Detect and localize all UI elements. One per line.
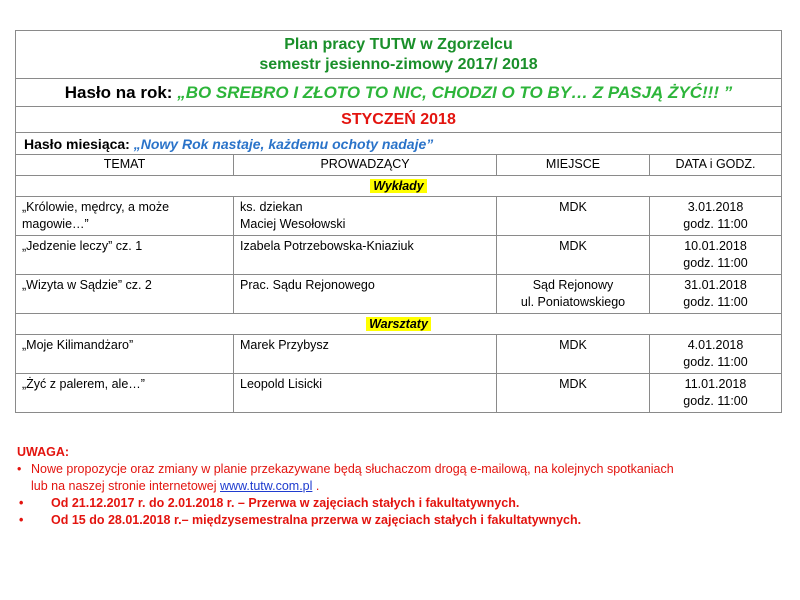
note-item-changes: • Nowe propozycje oraz zmiany w planie przekazywane będą słuchaczom drogą e-mailową, na kolejnych spotkaniach lub na naszej stronie internetowej www.tutw.com.pl . — [17, 462, 674, 493]
section-label-workshops: Warsztaty — [366, 317, 431, 331]
title-block — [16, 31, 781, 79]
plan-title: Plan pracy TUTW w Zgorzelcu — [284, 36, 513, 53]
column-header-date: DATA i GODZ. — [650, 155, 782, 176]
plan-sheet — [15, 30, 782, 413]
note-item-break — [17, 495, 787, 512]
section-row-workshops — [16, 314, 781, 335]
schedule-table — [16, 155, 781, 412]
table-row — [16, 197, 781, 236]
note-text: Od 21.12.2017 r. do 2.01.2018 r. – Przerwa w zajęciach stałych i fakultatywnych. — [51, 496, 520, 510]
section-row-lectures — [16, 176, 781, 197]
note-text: Nowe propozycje oraz zmiany w planie przekazywane będą słuchaczom drogą e-mailową, na kolejnych spotkaniach — [31, 462, 674, 476]
bullet-icon: • — [19, 496, 24, 510]
year-motto-label: Hasło na rok — [64, 83, 167, 102]
year-motto-colon: : — [166, 83, 178, 102]
date-cell: 10.01.2018 godz. 11:00 — [650, 236, 782, 275]
date-cell: 4.01.2018 godz. 11:00 — [650, 335, 782, 374]
lead-cell: Prac. Sądu Rejonowego — [234, 275, 497, 314]
topic-cell: „Wizyta w Sądzie” cz. 2 — [16, 275, 234, 314]
month-motto-colon: : — [125, 136, 134, 152]
column-header-topic: TEMAT — [16, 155, 234, 176]
note-text: lub na naszej stronie internetowej — [31, 479, 221, 493]
place-cell: MDK — [497, 335, 650, 374]
bullet-icon: • — [17, 462, 22, 476]
note-item-semester-break — [17, 512, 787, 529]
year-motto-text: „BO SREBRO I ZŁOTO TO NIC, CHODZI O TO BY… Z PASJĄ ŻYĆ!!! ” — [177, 83, 733, 102]
table-header-row — [16, 155, 781, 176]
notes-section — [17, 444, 787, 529]
table-row — [16, 335, 781, 374]
lead-cell: Izabela Potrzebowska-Kniaziuk — [234, 236, 497, 275]
place-cell: MDK — [497, 374, 650, 413]
month-heading: STYCZEŃ 2018 — [16, 107, 781, 133]
column-header-place: MIEJSCE — [497, 155, 650, 176]
section-label-lectures: Wykłady — [370, 179, 427, 193]
topic-cell: „Moje Kilimandżaro” — [16, 335, 234, 374]
topic-cell: „Żyć z palerem, ale…” — [16, 374, 234, 413]
month-motto-text: „Nowy Rok nastaje, każdemu ochoty nadaje” — [133, 136, 434, 152]
notes-heading: UWAGA: — [17, 445, 70, 459]
table-row — [16, 236, 781, 275]
date-cell: 11.01.2018 godz. 11:00 — [650, 374, 782, 413]
table-row — [16, 275, 781, 314]
table-row — [16, 374, 781, 413]
year-motto-row — [16, 79, 781, 107]
website-link[interactable]: www.tutw.com.pl — [220, 479, 313, 493]
lead-cell: ks. dziekan Maciej Wesołowski — [234, 197, 497, 236]
place-cell: Sąd Rejonowy ul. Poniatowskiego — [497, 275, 650, 314]
column-header-lead: PROWADZĄCY — [234, 155, 497, 176]
note-text: Od 15 do 28.01.2018 r.– międzysemestralna przerwa w zajęciach stałych i fakultatywnych. — [51, 513, 582, 527]
lead-cell: Marek Przybysz — [234, 335, 497, 374]
topic-cell: „Jedzenie leczy” cz. 1 — [16, 236, 234, 275]
date-cell: 3.01.2018 godz. 11:00 — [650, 197, 782, 236]
bullet-icon: • — [19, 513, 24, 527]
month-motto-row — [16, 133, 781, 155]
place-cell: MDK — [497, 236, 650, 275]
place-cell: MDK — [497, 197, 650, 236]
semester-title: semestr jesienno-zimowy 2017/ 2018 — [259, 56, 538, 73]
topic-cell: „Królowie, mędrcy, a może magowie…” — [16, 197, 234, 236]
lead-cell: Leopold Lisicki — [234, 374, 497, 413]
month-motto-label: Hasło miesiąca — [24, 136, 126, 152]
date-cell: 31.01.2018 godz. 11:00 — [650, 275, 782, 314]
